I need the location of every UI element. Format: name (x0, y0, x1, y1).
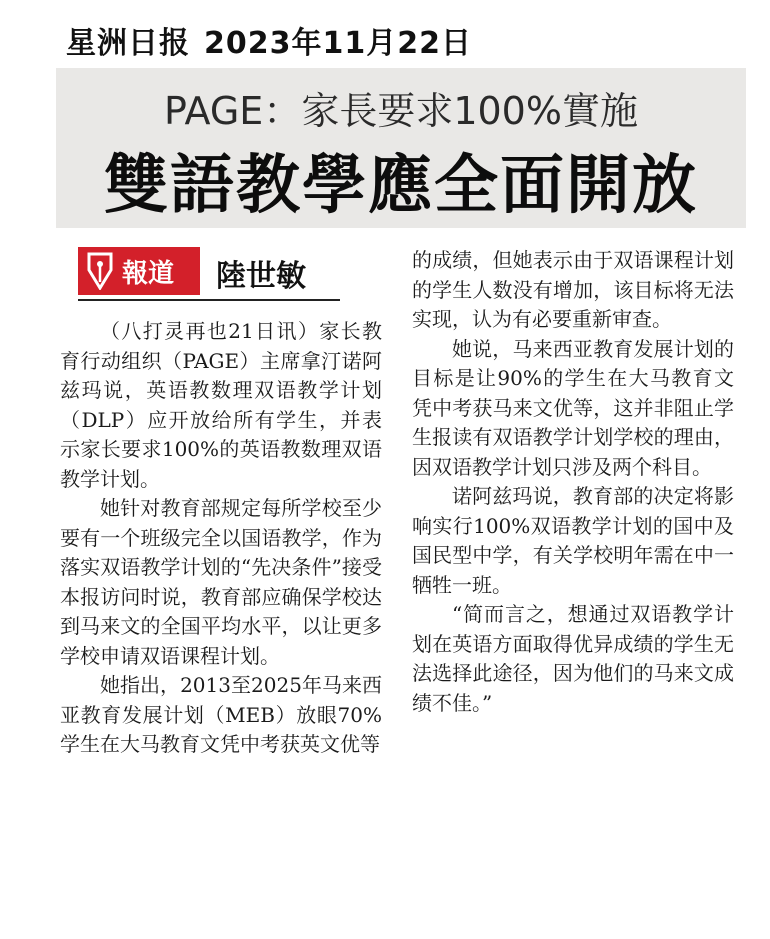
paragraph: 的成绩，但她表示由于双语课程计划的学生人数没有增加，该目标将无法实现，认为有必要重新审查。 (412, 248, 734, 331)
headline-kicker: PAGE：家長要求100%實施 (164, 89, 638, 133)
byline-divider (78, 299, 340, 301)
paragraph: 她说，马来西亚教育发展计划的目标是让90%的学生在大马教育文凭中考获马来文优等，这并非阻止学生报读有双语教学计划学校的理由，因双语教学计划只涉及两个科目。 (412, 336, 734, 479)
article-column-left (60, 317, 382, 760)
headline-title: 雙語教學應全面開放 (104, 149, 698, 223)
masthead (66, 18, 472, 62)
paragraph: （八打灵再也21日讯）家长教育行动组织（PAGE）主席拿汀诺阿兹玛说，英语教数理双语教学计划（DLP）应开放给所有学生，并表示家长要求100%的英语教数理双语教学计划。 (60, 319, 382, 491)
paragraph: 诺阿兹玛说，教育部的决定将影响实行100%双语教学计划的国中及国民型中学，有关学校明年需在中一牺牲一班。 (412, 484, 734, 597)
paragraph: 她针对教育部规定每所学校至少要有一个班级完全以国语教学，作为落实双语教学计划的“先决条件”接受本报访问时说，教育部应确保学校达到马来文的全国平均水平，以让更多学校申请双语课程计划。 (60, 496, 382, 668)
publication-date: 2023年11月22日 (204, 26, 472, 61)
paragraph: 她指出，2013至2025年马来西亚教育发展计划（MEB）放眼70%学生在大马教育文凭中考获英文优等 (60, 673, 382, 756)
headline-box (56, 68, 746, 228)
newspaper-name: 星洲日报 (66, 26, 190, 61)
article-column-right (412, 246, 734, 718)
reporter-name: 陸世敏 (216, 259, 306, 294)
byline-badge-label: 報道 (122, 258, 175, 289)
byline (78, 243, 340, 301)
paragraph: “简而言之，想通过双语教学计划在英语方面取得优异成绩的学生无法选择此途径，因为他们的马来文成绩不佳。” (412, 602, 734, 715)
byline-badge (78, 247, 200, 295)
pen-nib-icon (78, 247, 122, 295)
